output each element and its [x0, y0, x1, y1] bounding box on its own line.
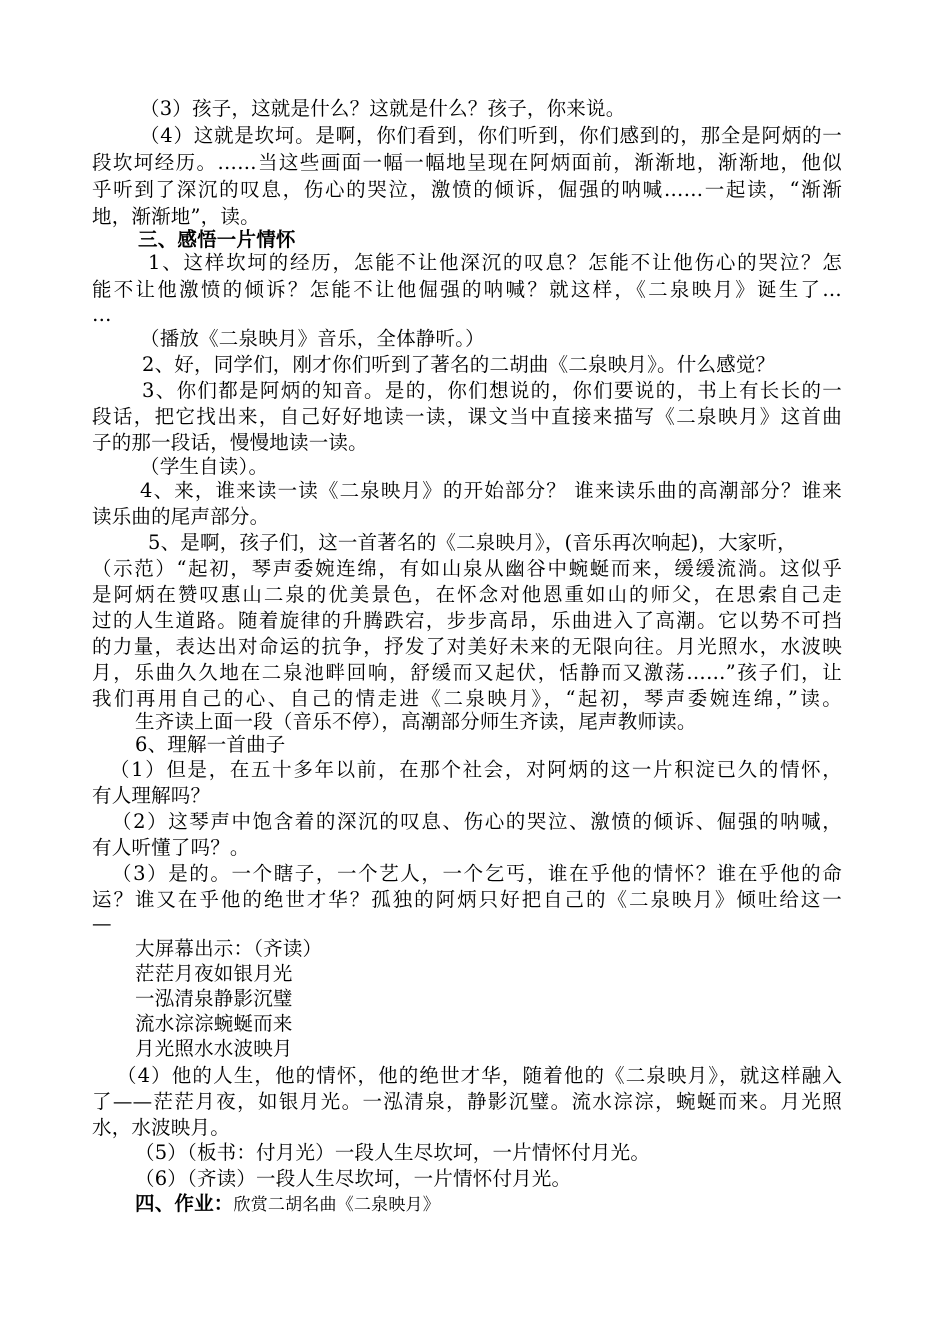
poem-line: 茫茫月夜如银月光	[135, 962, 293, 985]
text-line: 是阿炳在赞叹惠山二泉的优美景色，在怀念对他恩重如山的师父，在思索自己走	[92, 583, 842, 606]
text-line: 5、是啊，孩子们，这一首著名的《二泉映月》，(音乐再次响起)，大家听，	[148, 531, 797, 554]
text-line: 有人理解吗？	[92, 784, 211, 807]
text-line: （4）这就是坎坷。是啊，你们看到，你们听到，你们感到的，那全是阿炳的一	[140, 124, 842, 147]
text-line: （3）是的。一个瞎子，一个艺人，一个乞丐，谁在乎他的情怀？谁在乎他的命	[112, 862, 842, 885]
text-line: （示范）“起初，琴声委婉连绵，有如山泉从幽谷中蜿蜒而来，缓缓流淌。这似乎	[92, 557, 842, 580]
text-line: 1、这样坎坷的经历，怎能不让他深沉的叹息？怎能不让他伤心的哭泣？怎	[148, 251, 842, 274]
text-line: 3、你们都是阿炳的知音。是的，你们想说的，你们要说的，书上有长长的一	[142, 379, 842, 402]
section-heading: 三、感悟一片情怀	[138, 228, 296, 251]
text-line: 段话，把它找出来，自己好好地读一读，课文当中直接来描写《二泉映月》这首曲	[92, 405, 842, 428]
text-line: —	[92, 912, 112, 935]
text-line: （3）孩子，这就是什么？这就是什么？孩子，你来说。	[140, 97, 626, 120]
text-line: 生齐读上面一段（音乐不停），高潮部分师生齐读，尾声教师读。	[135, 710, 697, 733]
text-line: （1）但是，在五十多年以前，在那个社会，对阿炳的这一片积淀已久的情怀，	[110, 758, 842, 781]
text-line: 4、来，谁来读一读《二泉映月》的开始部分？ 谁来读乐曲的高潮部分？谁来	[140, 479, 842, 502]
homework-text: 欣赏二胡名曲《二泉映月》	[233, 1195, 440, 1215]
text-line: 了——茫茫月夜，如银月光。一泓清泉，静影沉璧。流水淙淙，蜿蜒而来。月光照	[92, 1090, 842, 1113]
text-line: 过的人生道路。随着旋律的升腾跌宕，步步高昂，乐曲进入了高潮。它以势不可挡	[92, 609, 842, 632]
homework-heading: 四、作业：	[135, 1192, 234, 1215]
text-line: （学生自读）。	[140, 455, 269, 478]
homework-line	[135, 1192, 440, 1217]
text-line: 段坎坷经历。……当这些画面一幅一幅地呈现在阿炳面前，渐渐地，渐渐地，他似	[92, 151, 842, 174]
text-line: 大屏幕出示：（齐读）	[135, 937, 323, 960]
text-line: 读乐曲的尾声部分。	[92, 505, 270, 528]
text-line: 我们再用自己的心、自己的情走进《二泉映月》，“起初，琴声委婉连绵，”读。	[92, 687, 842, 710]
poem-line: 一泓清泉静影沉璧	[135, 987, 293, 1010]
text-line: （2）这琴声中饱含着的深沉的叹息、伤心的哭泣、激愤的倾诉、倔强的呐喊，	[112, 810, 842, 833]
poem-line: 月光照水水波映月	[135, 1037, 293, 1060]
text-line: 2、好，同学们，刚才你们听到了著名的二胡曲《二泉映月》。什么感觉？	[142, 353, 776, 376]
text-line: 运？谁又在乎他的绝世才华？孤独的阿炳只好把自己的《二泉映月》倾吐给这一	[92, 888, 842, 911]
text-line: （5）（板书：付月光）一段人生尽坎坷，一片情怀付月光。	[135, 1141, 651, 1164]
text-line: 地，渐渐地”，读。	[92, 205, 260, 228]
text-line: （播放《二泉映月》音乐，全体静听。）	[140, 327, 485, 350]
text-line: 月，乐曲久久地在二泉池畔回响，舒缓而又起伏，恬静而又激荡……”孩子们，让	[92, 661, 842, 684]
text-line: 乎听到了深沉的叹息，伤心的哭泣，激愤的倾诉，倔强的呐喊……一起读，“渐渐	[92, 178, 842, 201]
text-line: 6、理解一首曲子	[135, 733, 286, 756]
text-line: 有人听懂了吗？。	[92, 836, 250, 859]
text-line: （6）（齐读）一段人生尽坎坷，一片情怀付月光。	[135, 1167, 572, 1190]
poem-line: 流水淙淙蜿蜒而来	[135, 1012, 293, 1035]
text-line: 子的那一段话，慢慢地读一读。	[92, 431, 368, 454]
text-line: 能不让他激愤的倾诉？怎能不让他倔强的呐喊？就这样，《二泉映月》诞生了…	[92, 278, 842, 301]
text-line: （4）他的人生，他的情怀，他的绝世才华，随着他的《二泉映月》，就这样融入	[117, 1064, 842, 1087]
text-line: 水，水波映月。	[92, 1116, 230, 1139]
text-line: …	[92, 303, 112, 326]
text-line: 的力量，表达出对命运的抗争，抒发了对美好未来的无限向往。月光照水，水波映	[92, 635, 842, 658]
